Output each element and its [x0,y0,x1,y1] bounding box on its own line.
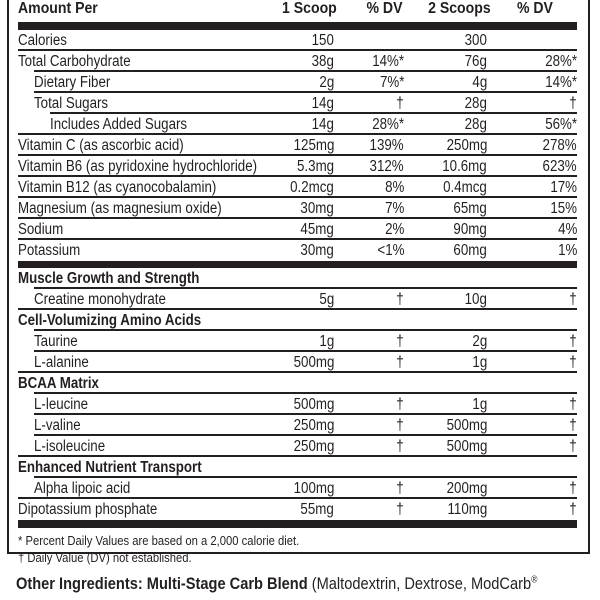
table-row [18,289,577,310]
blend-contents: (Maltodextrin, Dextrose, ModCarb [311,574,532,593]
table-row [18,373,577,394]
amount-2-scoops: 200mg [446,480,487,497]
table-row [18,352,577,373]
table-row [18,72,577,93]
registered-mark: ® [531,574,538,586]
nutrient-name: Creatine monohydrate [34,291,166,308]
dv-2-scoops: † [569,438,577,455]
nutrient-name: Vitamin B12 (as cyanocobalamin) [18,179,217,196]
nutrient-name: Alpha lipoic acid [34,480,131,497]
nutrient-name: Dietary Fiber [34,74,111,91]
table-row [18,219,577,240]
nutrient-rows [18,30,577,520]
dv-2-scoops: † [569,333,577,350]
amount-1-scoop: 55mg [300,501,334,518]
thick-divider-bottom [18,520,577,528]
dv-1-scoop: † [396,354,404,371]
amount-1-scoop: 500mg [293,354,334,371]
table-row [18,436,577,457]
other-ingredients [16,574,537,594]
amount-2-scoops: 2g [472,333,487,350]
amount-1-scoop: 14g [311,116,334,133]
table-row [18,415,577,436]
amount-1-scoop: 2g [319,74,334,91]
table-row [18,114,577,135]
dv-1-scoop: 28%* [372,116,404,133]
amount-1-scoop: 14g [311,95,334,112]
nutrient-name: Potassium [18,242,81,259]
nutrient-name: Muscle Growth and Strength [18,270,200,287]
amount-2-scoops: 65mg [453,200,487,217]
blend-name: Multi-Stage Carb Blend [146,574,308,593]
amount-2-scoops: 28g [464,95,487,112]
table-row [18,478,577,499]
dv-2-scoops: 278% [542,137,577,154]
nutrient-name: Vitamin B6 (as pyridoxine hydrochloride) [18,158,258,175]
dv-1-scoop: 7% [384,200,404,217]
table-row [18,156,577,177]
amount-2-scoops: 500mg [446,438,487,455]
amount-1-scoop: 250mg [293,417,334,434]
nutrient-name: Includes Added Sugars [50,116,188,133]
dv-2-scoops: † [569,396,577,413]
amount-2-scoops: 500mg [446,417,487,434]
dv-1-scoop: † [396,291,404,308]
amount-2-scoops: 0.4mcg [443,179,487,196]
nutrient-name: L-alanine [34,354,89,371]
dv-1-scoop: 14%* [372,53,404,70]
dv-1-scoop: 2% [384,221,404,238]
footnotes [18,528,576,567]
column-header-row [18,0,577,22]
amount-2-scoops: 1g [472,396,487,413]
table-row [18,198,577,219]
nutrient-name: L-isoleucine [34,438,106,455]
amount-1-scoop: 5g [319,291,334,308]
dv-2-scoops: † [569,354,577,371]
amount-1-scoop: 100mg [293,480,334,497]
dv-2-scoops: 28%* [545,53,577,70]
amount-2-scoops: 60mg [453,242,487,259]
dv-1-scoop: 8% [384,179,404,196]
nutrient-name: L-leucine [34,396,89,413]
amount-2-scoops: 90mg [453,221,487,238]
nutrient-name: Calories [18,32,67,49]
amount-2-scoops: 28g [464,116,487,133]
dv-not-established-footnote: † Daily Value (DV) not established. [18,551,192,565]
table-row [18,394,577,415]
dv-2-scoops: 1% [557,242,577,259]
dv-1-scoop: † [396,438,404,455]
amount-2-scoops: 250mg [446,137,487,154]
amount-1-scoop: 1g [319,333,334,350]
amount-1-scoop: 150 [311,32,334,49]
amount-per-header: Amount Per [18,0,98,17]
table-row [18,135,577,156]
thick-divider [18,22,577,30]
amount-1-scoop: 5.3mg [296,158,334,175]
dv-2-scoops: 15% [550,200,577,217]
table-row [18,457,577,478]
dv-2-scoops: 17% [550,179,577,196]
dv-2-scoops: † [569,501,577,518]
dv-1-scoop: 312% [369,158,404,175]
facts-table [18,0,577,567]
dv-2-scoops: † [569,95,577,112]
dv-1-scoop: † [396,417,404,434]
dv-2-scoops: 56%* [545,116,577,133]
amount-2-scoops: 300 [464,32,487,49]
table-row [18,499,577,520]
amount-1-scoop: 38g [311,53,334,70]
dv-2-scoops: 623% [542,158,577,175]
nutrient-name: Enhanced Nutrient Transport [18,459,202,476]
table-row [18,30,577,51]
dv-1-scoop: <1% [376,242,404,259]
dv-1-scoop: † [396,333,404,350]
nutrient-name: L-valine [34,417,81,434]
amount-1-scoop: 0.2mcg [290,179,334,196]
amount-1-scoop: 500mg [293,396,334,413]
amount-2-scoops: 10g [464,291,487,308]
one-scoop-header: 1 Scoop [282,0,337,17]
dv-1-scoop: † [396,480,404,497]
dv-1-scoop: † [396,95,404,112]
amount-1-scoop: 250mg [293,438,334,455]
nutrient-name: BCAA Matrix [18,375,99,392]
amount-2-scoops: 1g [472,354,487,371]
amount-1-scoop: 30mg [300,242,334,259]
supplement-facts-panel [7,0,590,565]
amount-2-scoops: 76g [464,53,487,70]
amount-2-scoops: 110mg [447,501,487,518]
dv-2-scoops: † [569,417,577,434]
thick-divider [18,261,577,268]
table-row [18,93,577,114]
nutrient-name: Total Sugars [34,95,109,112]
dv-2-scoops: † [569,480,577,497]
dv-2-scoops: 4% [557,221,577,238]
dv-1-scoop: 7%* [379,74,404,91]
dv-2-scoops: † [569,291,577,308]
dv-1-scoop: † [396,396,404,413]
dv-1-scoop: 139% [369,137,404,154]
dv-header-2: % DV [516,0,553,17]
table-row [18,310,577,331]
amount-1-scoop: 30mg [300,200,334,217]
nutrient-name: Taurine [34,333,78,350]
two-scoops-header: 2 Scoops [428,0,491,17]
nutrient-name: Cell-Volumizing Amino Acids [18,312,202,329]
table-row [18,240,577,261]
amount-1-scoop: 45mg [300,221,334,238]
dv-header-1: % DV [366,0,403,17]
nutrient-name: Dipotassium phosphate [18,501,158,518]
other-ingredients-label: Other Ingredients: [16,574,143,593]
amount-2-scoops: 10.6mg [442,158,487,175]
percent-dv-footnote: * Percent Daily Values are based on a 2,000 calorie diet. [18,534,300,548]
nutrient-name: Sodium [18,221,64,238]
dv-1-scoop: † [396,501,404,518]
nutrient-name: Vitamin C (as ascorbic acid) [18,137,184,154]
table-row [18,268,577,289]
dv-2-scoops: 14%* [545,74,577,91]
amount-1-scoop: 125mg [293,137,334,154]
table-row [18,51,577,72]
nutrient-name: Magnesium (as magnesium oxide) [18,200,222,217]
nutrient-name: Total Carbohydrate [18,53,131,70]
table-row [18,177,577,198]
table-row [18,331,577,352]
amount-2-scoops: 4g [472,74,487,91]
